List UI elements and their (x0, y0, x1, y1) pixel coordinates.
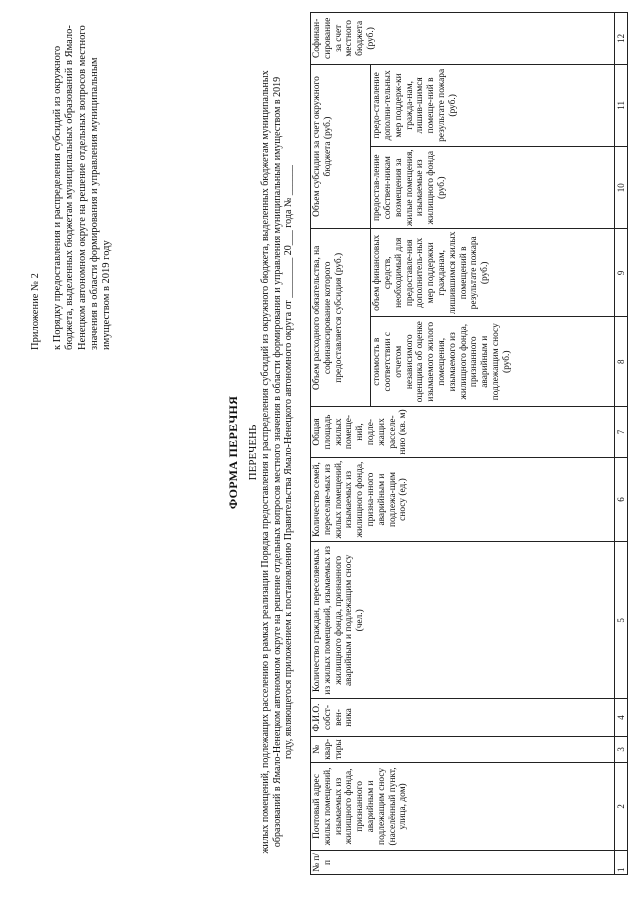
column-number: 1 (615, 850, 628, 874)
column-number: 8 (615, 317, 628, 407)
header-families: Количество семей, переселяе-мых из жилых помещений, изымаемых из жилищного фонда, призна-нного аварийным и подлежа-щим сносу (ед.) (311, 457, 615, 542)
column-number: 4 (615, 699, 628, 736)
header-cost: стоимость в соответствии с отчетом независимого оценщика об оценке изымаемого жилого помещения, изымаемого из жилищного фонда, признанного аварийным и подлежащим сносу (руб.) (371, 317, 615, 407)
header-citizens: Количество граждан, переселяемых из жилых помещений, изымаемых из жилищного фонда, признанного аварийным и подлежащим сносу (чел.) (311, 542, 615, 699)
appendix-number: Приложение № 2 (30, 273, 41, 350)
column-number: 10 (615, 147, 628, 229)
header-address: Почтовый адрес жилых помещений, изымаемых из жилищного фонда, признанного аварийным и подлежащим сносу (населённый пункт, улица, дом) (311, 763, 615, 851)
header-row-top (311, 13, 371, 875)
header-compensation: предостав-ление собствен-никам возмещения за жилые помещения, изымаемые из жилищного фонда (руб.) (371, 147, 615, 229)
appendix-text: к Порядку предоставления и распределения субсидий из окружного бюджета, выделенных бюджетам муниципальных образований в Ямало-Ненецком автономном округе на решение отдельных вопросов местного значения в области формирования и управления муниципальным имуществом в 2019 году (52, 25, 113, 350)
header-num: № п/п (311, 850, 615, 874)
perechen-table (310, 12, 628, 875)
form-title: ФОРМА ПЕРЕЧНЯ (226, 395, 240, 510)
list-subtitle: жилых помещений, подлежащих расселению в рамках реализации Порядка предоставления и распределения субсидий из окружного бюджета, выделенных бюджетам муниципальных образований в Ямало-Ненецком автономном округе на решение отдельных вопросов местного значения в области формирования и управления муниципальным имуществом в 2019 году, являющегося приложением к постановлению Правительства Ямало-Ненецкого автономного округа от ________ 20___ года № ______ (260, 70, 295, 854)
header-area: Общая площадь жилых помеще-ний, подле-жащих расселе-нию (кв. м) (311, 407, 615, 458)
column-number: 12 (615, 13, 628, 65)
header-expense-group: Объем расходного обязательства, на софинансирование которого предоставляется субсидия (руб.) (311, 229, 371, 407)
column-number: 2 (615, 763, 628, 851)
header-support: предо-ставление дополни-тельных мер поддерж-ки гражда-нам, лишив-шимся помеще-ний в результате пожара (руб.) (371, 64, 615, 146)
column-number: 7 (615, 407, 628, 458)
column-number: 6 (615, 457, 628, 542)
header-subsidy-group: Объем субсидии за счет окружного бюджета (руб.) (311, 64, 371, 229)
appendix-block (30, 20, 113, 350)
column-number: 11 (615, 64, 628, 146)
column-number: 3 (615, 736, 628, 762)
header-owner: Ф.И.О. собст-вен-ника (311, 699, 615, 736)
header-local-budget: Софинан-сирование за счет местного бюджета (руб.) (311, 13, 615, 65)
list-title: ПЕРЕЧЕНЬ (247, 424, 259, 481)
perechen-table-wrap (310, 12, 628, 875)
column-number: 9 (615, 229, 628, 317)
header-extra-funds: объем финансовых средств, необходимый для предоставле-ния дополнитель-ных мер поддержки гражданам, лишившимся жилых помещений в результате пожара (руб.) (371, 229, 615, 317)
column-number-row (615, 13, 628, 875)
header-apartment: № квар-тиры (311, 736, 615, 762)
column-number: 5 (615, 542, 628, 699)
